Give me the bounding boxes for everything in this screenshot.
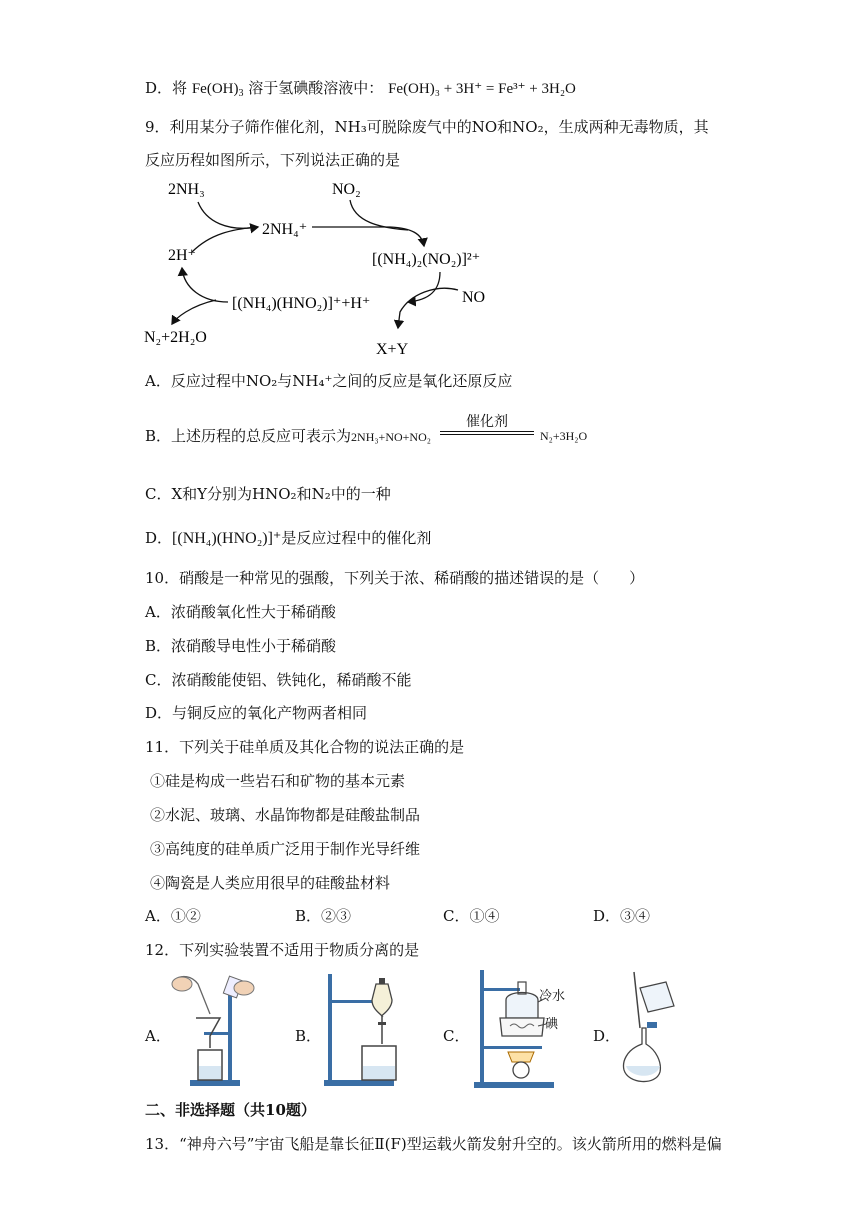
q11-stem: 11．下列关于硅单质及其化合物的说法正确的是 <box>145 738 465 756</box>
label-complex2: [(NH₄)(HNO₂)]⁺+H⁺ <box>232 295 371 312</box>
apparatus-a-filtration <box>168 970 258 1090</box>
q9-option-b: B．上述历程的总反应可表示为2NH₃+NO+NO₂ <box>145 427 431 445</box>
q11-statement-2: ②水泥、玻璃、水晶饰物都是硅酸盐制品 <box>150 806 421 824</box>
q12-label-d: D． <box>593 1027 621 1045</box>
apparatus-d-volumetric-flask <box>618 966 688 1090</box>
label-nh4: 2NH₄⁺ <box>262 221 308 238</box>
section-2-heading: 二、非选择题（共10题） <box>145 1101 316 1119</box>
q9-option-c: C．X和Y分别为HNO₂和N₂中的一种 <box>145 485 391 503</box>
q10-option-c: C．浓硝酸能使铝、铁钝化，稀硝酸不能 <box>145 671 412 689</box>
apparatus-c-sublimation <box>470 966 590 1090</box>
q11-option-d: D．③④ <box>593 907 651 925</box>
q9-option-a: A．反应过程中NO₂与NH₄⁺之间的反应是氧化还原反应 <box>145 372 513 390</box>
q9-stem-line2: 反应历程如图所示，下列说法正确的是 <box>145 151 401 169</box>
q11-option-a: A．①② <box>145 907 201 925</box>
arrow-complex2-to-hplus <box>182 268 228 302</box>
catalyst-arrow: 催化剂 <box>440 414 534 435</box>
q13-stem: 13．“神舟六号”宇宙飞船是靠长征Ⅱ(F)型运载火箭发射升空的。该火箭所用的燃料是偏 <box>145 1135 722 1153</box>
arrow-nh3-to-nh4 <box>198 202 258 228</box>
q11-option-b: B．②③ <box>295 907 352 925</box>
q11-statement-1: ①硅是构成一些岩石和矿物的基本元素 <box>150 772 406 790</box>
label-n2-h2o: N₂+2H₂O <box>144 329 207 346</box>
q11-statement-4: ④陶瓷是人类应用很早的硅酸盐材料 <box>150 874 391 892</box>
q11-statement-3: ③高纯度的硅单质广泛用于制作光导纤维 <box>150 840 421 858</box>
label-complex1: [(NH₄)₂(NO₂)]²⁺ <box>372 251 481 268</box>
q12-stem: 12．下列实验装置不适用于物质分离的是 <box>145 941 420 959</box>
q10-stem: 10．硝酸是一种常见的强酸，下列关于浓、稀硝酸的描述错误的是（ ） <box>145 569 645 587</box>
label-cold-water: 冷水 <box>539 989 566 1004</box>
q9-option-b-products: N₂+3H₂O <box>540 429 588 443</box>
q9-option-d: D．[(NH₄)(HNO₂)]⁺是反应过程中的催化剂 <box>145 529 432 547</box>
label-nh3: 2NH₃ <box>168 181 205 198</box>
apparatus-b-separating-funnel <box>318 970 408 1090</box>
q12-label-b: B． <box>295 1027 322 1045</box>
label-x-y: X+Y <box>376 341 409 358</box>
q8-option-d: D．将 $Fe(OH)_3$ 溶于氢碘酸溶液中： Fe(OH)₃ + 3H⁺ = Fe³⁺ + 3H₂O <box>145 79 576 99</box>
arrow-hplus-joins <box>192 227 258 252</box>
label-no: NO <box>462 289 486 306</box>
label-hplus: 2H⁺ <box>168 247 196 264</box>
label-iodine: 碘 <box>545 1017 559 1032</box>
arrow-to-n2-h2o <box>172 300 216 324</box>
q12-label-c: C． <box>443 1027 470 1045</box>
q10-option-b: B．浓硝酸导电性小于稀硝酸 <box>145 637 337 655</box>
q8-equation: Fe(OH)₃ + 3H⁺ = Fe³⁺ + 3H₂O <box>388 81 576 97</box>
arrow-no-joins <box>398 288 458 328</box>
label-no2-top: NO₂ <box>332 181 361 198</box>
arrow-no2-joins <box>350 200 408 230</box>
reaction-mechanism-diagram <box>140 172 520 362</box>
q10-option-a: A．浓硝酸氧化性大于稀硝酸 <box>145 603 336 621</box>
q12-label-a: A． <box>145 1027 171 1045</box>
q10-option-d: D．与铜反应的氧化产物两者相同 <box>145 704 368 722</box>
q11-option-c: C．①④ <box>443 907 500 925</box>
q9-stem-line1: 9．利用某分子筛作催化剂，NH₃可脱除废气中的NO和NO₂，生成两种无毒物质，其 <box>145 118 709 136</box>
